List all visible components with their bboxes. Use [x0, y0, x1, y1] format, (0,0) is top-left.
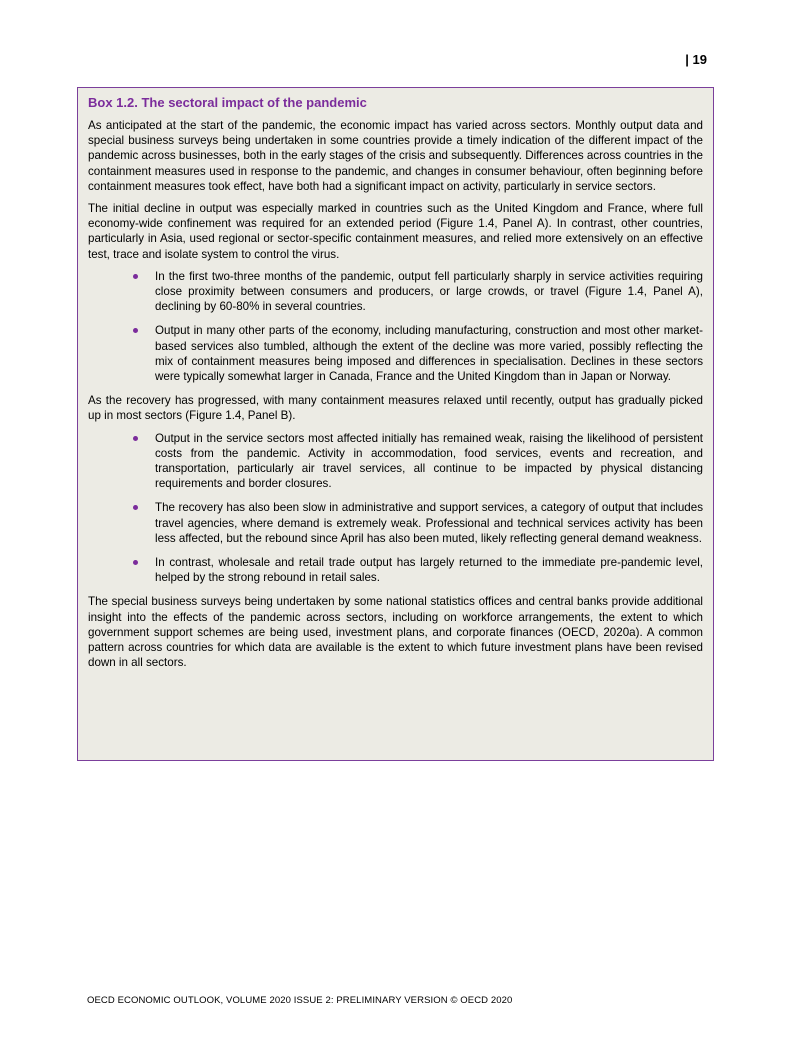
bullet-icon	[133, 274, 138, 279]
paragraph-recovery: As the recovery has progressed, with many containment measures relaxed until recently, output has gradually picked up in most sectors (Figure 1.4, Panel B).	[88, 394, 703, 423]
list-item-text: In contrast, wholesale and retail trade output has largely returned to the immediate pre-pandemic level, helped by the strong rebound in retail sales.	[155, 556, 703, 585]
list-item	[88, 269, 703, 315]
bullet-icon	[133, 328, 138, 333]
list-item-text: Output in many other parts of the economy, including manufacturing, construction and most other market-based services also tumbled, although the extent of the decline was more varied, possibly reflecting the mix of containment measures being imposed and differences in specialisation. Declines in these sectors were typically somewhat larger in Canada, France and the United Kingdom than in Japan or Norway.	[155, 324, 703, 384]
list-item-text: Output in the service sectors most affected initially has remained weak, raising the likelihood of persistent costs from the pandemic. Activity in accommodation, food services, events and recreation, and transportation, particularly air travel services, all continue to be impacted by physical distancing requirements and border closures.	[155, 431, 703, 491]
bullet-icon	[133, 560, 138, 565]
box-title: Box 1.2. The sectoral impact of the pandemic	[88, 95, 367, 110]
bullet-icon	[133, 505, 138, 510]
list-item	[88, 431, 703, 492]
list-item	[88, 323, 703, 384]
page-number: | 19	[685, 52, 707, 67]
bullet-icon	[133, 436, 138, 441]
paragraph-intro: As anticipated at the start of the pandemic, the economic impact has varied across sectors. Monthly output data and special business surveys being undertaken in some countries provide a timely indication of the different impact of the pandemic across businesses, both in the early stages of the crisis and subsequently. Differences across countries in the containment measures used in response to the pandemic, and changes in consumer behaviour, often beginning before containment measures took effect, have both had a significant impact on activity, particularly in service sectors.	[88, 119, 703, 193]
list-item	[88, 500, 703, 546]
box-1-2	[77, 87, 714, 761]
paragraph-surveys: The special business surveys being undertaken by some national statistics offices and central banks provide additional insight into the effects of the pandemic across sectors, including on workforce arrangements, the extent to which government support schemes are being used, investment plans, and corporate finances (OECD, 2020a). A common pattern across countries for which data are available is the extent to which future investment plans have been revised down in all sectors.	[88, 595, 703, 670]
bullet-list-initial	[88, 269, 703, 384]
paragraph-initial-decline: The initial decline in output was especially marked in countries such as the United Kingdom and France, where full economy-wide confinement was required for an extended period (Figure 1.4, Panel A). In contrast, other countries, particularly in Asia, used regional or sector-specific containment measures, and relied more extensively on an effective test, trace and isolate system to control the virus.	[88, 202, 703, 261]
bullet-list-recovery	[88, 431, 703, 586]
list-item-text: In the first two-three months of the pandemic, output fell particularly sharply in service activities requiring close proximity between consumers and producers, or large crowds, or travel (Figure 1.4, Panel A), declining by 60-80% in several countries.	[155, 269, 703, 314]
list-item	[88, 555, 703, 585]
page-footer: OECD ECONOMIC OUTLOOK, VOLUME 2020 ISSUE 2: PRELIMINARY VERSION © OECD 2020	[87, 995, 513, 1006]
list-item-text: The recovery has also been slow in administrative and support services, a category of output that includes travel agencies, where demand is extremely weak. Professional and technical services activity has been less affected, but the rebound since April has also been muted, likely reflecting general demand weakness.	[155, 501, 703, 545]
